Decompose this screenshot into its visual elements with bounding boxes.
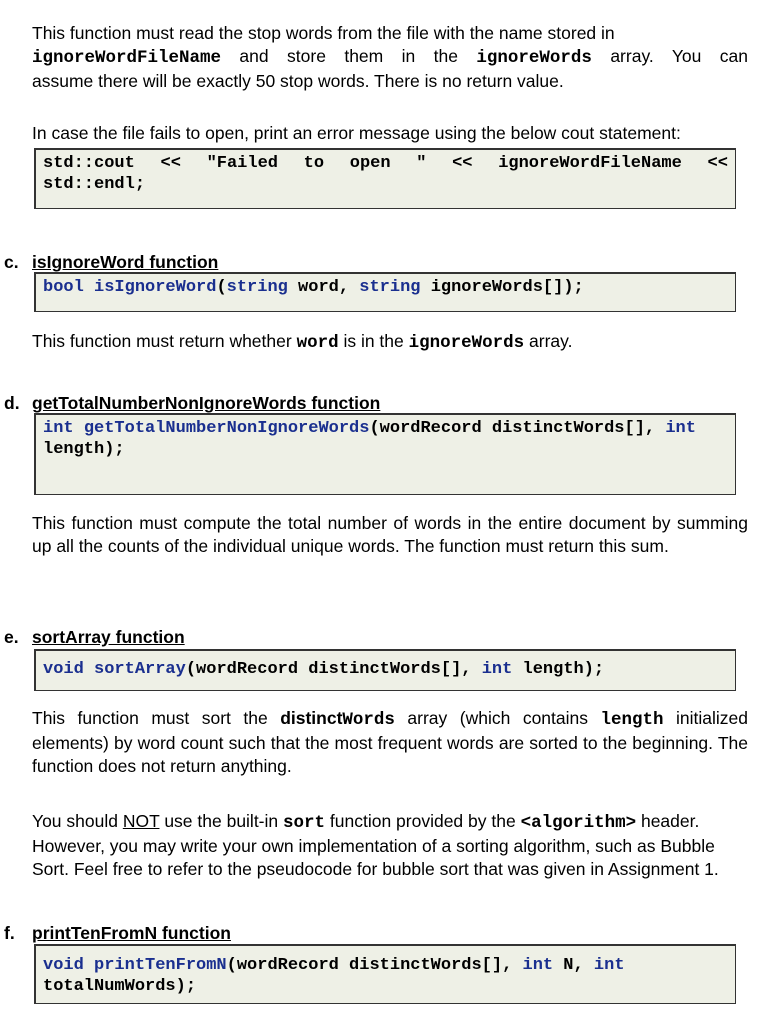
sortarray-note-line-2: However, you may write your own implementation of a sorting algorithm, such as Bubble [32,836,715,856]
section-f-heading: f. printTenFromN function [4,923,231,943]
sortarray-note-line-1: You should NOT use the built-in sort function provided by the <algorithm> header. [32,811,700,833]
intro-line-3: assume there will be exactly 50 stop words. There is no return value. [32,71,564,91]
section-c-heading: c. isIgnoreWord function [4,252,219,272]
isignoreword-signature: bool isIgnoreWord(string word, string ignoreWords[]); [34,272,736,312]
gettotal-description: This function must compute the total number of words in the entire document by summing up all the counts of the individual unique words. The function must return this sum. [32,513,748,556]
intro-paragraph [32,22,748,93]
cout-code-line-1: std::cout << "Failed to open " << ignoreWordFileName << [43,154,728,173]
section-d-heading: d. getTotalNumberNonIgnoreWords function [4,393,381,413]
cout-code-line-2: std::endl; [43,175,146,194]
printtenfromn-signature-line-1: void printTenFromN(wordRecord distinctWords[], int N, int [43,956,625,975]
cout-code-block [34,148,736,209]
intro-line-1: This function must read the stop words from the file with the name stored in [32,23,615,43]
sortarray-signature: void sortArray(wordRecord distinctWords[], int length); [34,649,736,691]
gettotal-signature [34,413,736,495]
intro-line-2: ignoreWordFileName and store them in the ignoreWords array. You can [32,46,748,68]
printtenfromn-signature [34,944,736,1004]
gettotal-signature-line-1: int getTotalNumberNonIgnoreWords(wordRecord distinctWords[], int [43,419,696,438]
sortarray-description: This function must sort the distinctWords array (which contains length initialized elements) by word count such that the most frequent words are sorted to the beginning. The function does not return anything. [32,708,748,776]
section-e-heading: e. sortArray function [4,627,185,647]
sortarray-note [32,810,748,881]
fail-message-paragraph: In case the file fails to open, print an error message using the below cout statement: [32,123,681,143]
sortarray-note-line-3: Sort. Feel free to refer to the pseudocode for bubble sort that was given in Assignment 1. [32,859,719,879]
printtenfromn-signature-line-2: totalNumWords); [43,977,197,996]
isignoreword-description: This function must return whether word is in the ignoreWords array. [32,331,573,353]
gettotal-signature-line-2: length); [43,440,125,459]
